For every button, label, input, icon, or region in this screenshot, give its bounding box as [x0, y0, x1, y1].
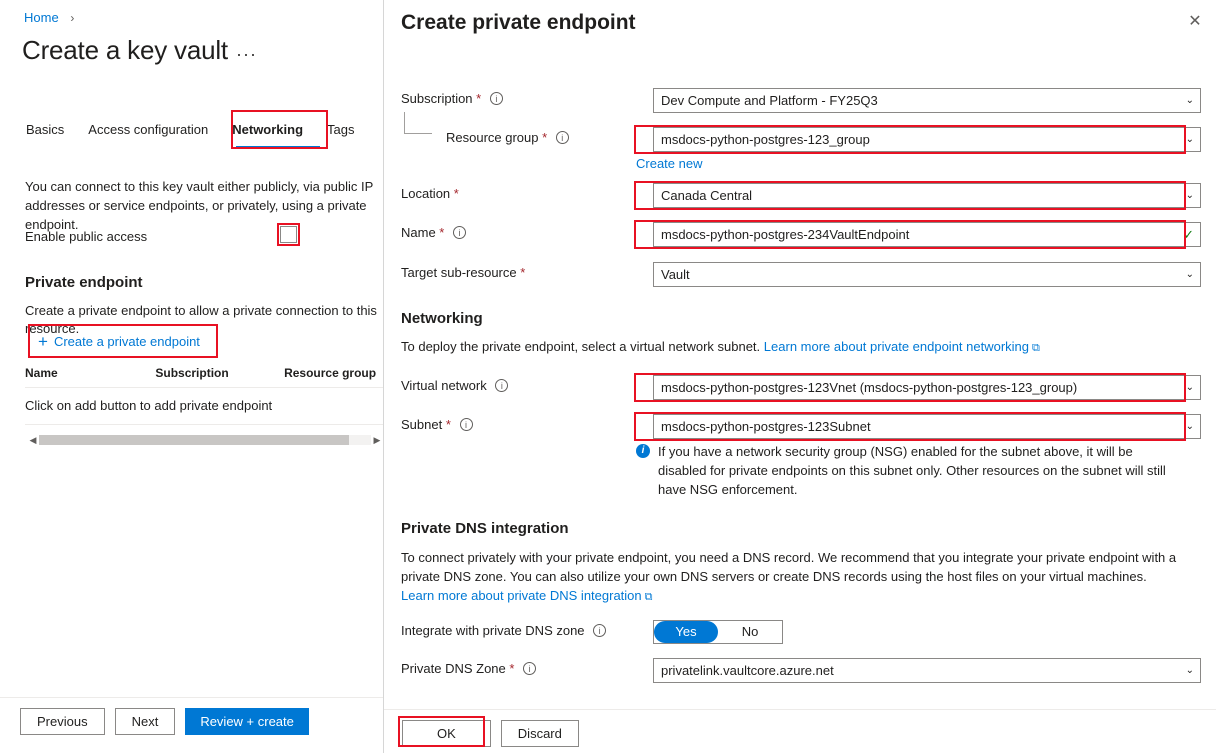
private-dns-zone-label: Private DNS Zone * i — [401, 661, 536, 676]
field-subnet — [401, 414, 1201, 438]
learn-more-private-dns-link[interactable]: Learn more about private DNS integration ⧉ — [401, 588, 653, 603]
networking-description: To deploy the private endpoint, select a virtual network subnet. Learn more about private endpoint networking ⧉ — [401, 339, 1040, 354]
tab-selected-underline — [236, 146, 320, 148]
panel-footer — [384, 709, 1216, 753]
private-endpoint-heading: Private endpoint — [25, 274, 143, 291]
chevron-down-icon: ⌄ — [1185, 421, 1194, 432]
name-value: msdocs-python-postgres-234VaultEndpoint — [661, 227, 910, 242]
scrollbar-thumb[interactable] — [39, 435, 349, 445]
info-icon[interactable]: i — [495, 379, 508, 392]
tab-basics[interactable]: Basics — [26, 122, 65, 137]
tab-access-configuration[interactable]: Access configuration — [88, 122, 209, 137]
chevron-down-icon: ⌄ — [1185, 382, 1194, 393]
close-icon[interactable]: ✕ — [1188, 13, 1202, 30]
subnet-label: Subnet * i — [401, 417, 473, 432]
panel-body — [384, 62, 1216, 709]
info-circle-icon: i — [636, 444, 650, 458]
field-virtual-network — [401, 375, 1201, 399]
check-icon: ✓ — [1183, 226, 1194, 242]
field-subscription — [401, 88, 1201, 112]
panel-title: Create private endpoint — [401, 11, 636, 34]
breadcrumb-home-link[interactable]: Home — [24, 10, 59, 25]
table-empty-message: Click on add button to add private endpoint — [25, 388, 383, 425]
table-horizontal-scrollbar[interactable] — [27, 434, 383, 446]
private-endpoint-description: Create a private endpoint to allow a private connection to this resource. — [25, 303, 377, 336]
previous-button[interactable]: Previous — [20, 708, 105, 735]
field-target-sub-resource — [401, 262, 1201, 286]
info-icon[interactable]: i — [453, 226, 466, 239]
tab-networking[interactable]: Networking — [232, 122, 304, 137]
subscription-dropdown[interactable] — [653, 88, 1201, 113]
table-header-row — [25, 366, 383, 388]
info-icon[interactable]: i — [556, 131, 569, 144]
wizard-footer — [20, 708, 309, 735]
resource-group-label: Resource group * i — [446, 130, 569, 145]
subscription-label: Subscription * i — [401, 91, 503, 106]
page-title: Create a key vault — [22, 35, 228, 65]
discard-button[interactable]: Discard — [501, 720, 579, 747]
private-dns-zone-value: privatelink.vaultcore.azure.net — [661, 663, 834, 678]
private-dns-description: To connect privately with your private endpoint, you need a DNS record. We recommend that you integrate your private endpoint with a private DNS zone. You can also utilize your own DNS servers or create DNS records using the host files on your virtual machines. — [401, 550, 1177, 584]
chevron-down-icon: ⌄ — [1185, 95, 1194, 106]
nsg-info-note — [636, 442, 1184, 499]
integrate-dns-toggle[interactable] — [653, 620, 783, 644]
location-label: Location * — [401, 186, 459, 201]
scroll-right-icon[interactable]: ▶ — [373, 434, 381, 445]
subnet-dropdown[interactable] — [653, 414, 1201, 439]
create-new-resource-group-link[interactable]: Create new — [636, 156, 703, 171]
location-dropdown[interactable] — [653, 183, 1201, 208]
chevron-down-icon: ⌄ — [1185, 190, 1194, 201]
chevron-down-icon: ⌄ — [1185, 665, 1194, 676]
enable-public-access-label: Enable public access — [25, 229, 148, 244]
virtual-network-dropdown[interactable] — [653, 375, 1201, 400]
enable-public-access-checkbox[interactable] — [280, 226, 297, 243]
integrate-dns-label: Integrate with private DNS zone i — [401, 623, 606, 638]
create-key-vault-pane — [0, 0, 383, 753]
breadcrumb — [24, 10, 74, 25]
field-integrate-private-dns — [401, 620, 1201, 644]
target-sub-resource-value: Vault — [661, 267, 690, 282]
info-icon[interactable]: i — [593, 624, 606, 637]
location-value: Canada Central — [661, 188, 753, 203]
column-header-resource-group: Resource group — [284, 366, 377, 380]
field-private-dns-zone — [401, 658, 1201, 682]
toggle-option-no[interactable]: No — [718, 621, 782, 643]
review-create-button[interactable]: Review + create — [185, 708, 309, 735]
subscription-value: Dev Compute and Platform - FY25Q3 — [661, 93, 878, 108]
private-endpoints-table — [25, 366, 383, 425]
ok-button[interactable]: OK — [402, 720, 491, 747]
external-link-icon[interactable]: ⧉ — [644, 591, 653, 603]
breadcrumb-separator-icon: › — [70, 11, 75, 25]
create-private-endpoint-label: Create a private endpoint — [53, 334, 200, 349]
create-private-endpoint-button[interactable] — [32, 330, 206, 353]
footer-divider — [0, 697, 383, 698]
next-button[interactable]: Next — [115, 708, 176, 735]
learn-more-private-endpoint-networking-link[interactable]: Learn more about private endpoint networking — [763, 339, 1030, 354]
resource-group-value: msdocs-python-postgres-123_group — [661, 132, 870, 147]
column-header-subscription: Subscription — [155, 366, 229, 380]
virtual-network-label: Virtual network i — [401, 378, 508, 393]
tab-list — [22, 116, 367, 150]
field-resource-group — [401, 127, 1201, 151]
target-sub-resource-label: Target sub-resource * — [401, 265, 526, 280]
chevron-down-icon: ⌄ — [1185, 269, 1194, 280]
private-dns-heading: Private DNS integration — [401, 520, 569, 537]
subnet-value: msdocs-python-postgres-123Subnet — [661, 419, 871, 434]
info-icon[interactable]: i — [460, 418, 473, 431]
external-link-icon[interactable]: ⧉ — [1032, 342, 1040, 354]
nsg-info-text: If you have a network security group (NSG) enabled for the subnet above, it will be disabled for private endpoints on this subnet only. Other resources on the subnet will still have NSG enforcement. — [658, 444, 1166, 497]
name-label: Name * i — [401, 225, 466, 240]
resource-group-dropdown[interactable] — [653, 127, 1201, 152]
private-dns-zone-dropdown[interactable] — [653, 658, 1201, 683]
scroll-left-icon[interactable]: ◀ — [29, 434, 37, 445]
virtual-network-value: msdocs-python-postgres-123Vnet (msdocs-python-postgres-123_group) — [661, 380, 1078, 395]
info-icon[interactable]: i — [523, 662, 536, 675]
page-more-menu-button[interactable]: ··· — [236, 44, 257, 64]
plus-icon: + — [38, 332, 48, 351]
name-input[interactable] — [653, 222, 1201, 247]
scrollbar-track[interactable] — [39, 435, 371, 445]
tab-tags[interactable]: Tags — [327, 122, 355, 137]
column-header-name: Name — [25, 366, 58, 380]
networking-section-heading: Networking — [401, 310, 483, 327]
networking-intro-text: You can connect to this key vault either publicly, via public IP addresses or service endpoints, or privately, using a private endpoint. — [25, 179, 374, 232]
create-private-endpoint-panel — [383, 0, 1216, 753]
field-name — [401, 222, 1201, 246]
field-location — [401, 183, 1201, 207]
chevron-down-icon: ⌄ — [1185, 134, 1194, 145]
target-sub-resource-dropdown[interactable] — [653, 262, 1201, 287]
toggle-option-yes[interactable]: Yes — [654, 621, 718, 643]
info-icon[interactable]: i — [490, 92, 503, 105]
